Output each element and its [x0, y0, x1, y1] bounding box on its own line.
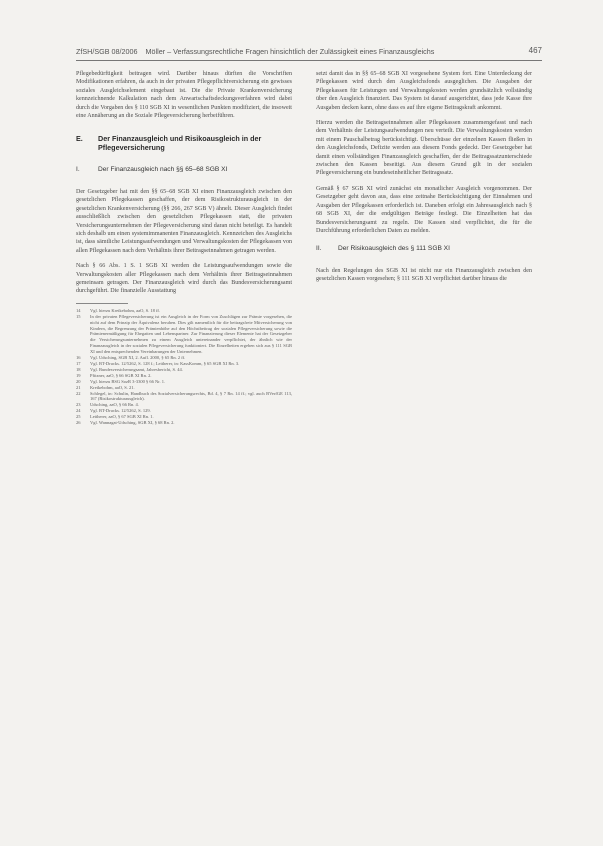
body-paragraph: setzt damit das in §§ 65–68 SGB XI vorgesehene System fort. Eine Unterdeckung der Pflegekassen wird durch den Ausgleichsfonds ausgeglichen. Die Ausgaben der Pflegekassen für Leistungen und Verwaltungskosten werden grundsätzlich vollständig über den Ausgleich finanziert. Das System ist darauf ausgerichtet, dass jede Kasse ihre Ausgaben decken kann, ohne dass es auf ihre eigene Beitragskraft ankommt. [316, 71, 532, 111]
intro-paragraph: Pflegebedürftigkeit beitragen wird. Darüber hinaus dürften die Vorschriften Modifikationen erfahren, da auch in der privaten Pflegepflichtversicherung ein gewisses soziales Ausgleichselement eingebaut ist. Die die Private Krankenversicherung kennzeichnende Kalkulation nach dem Anwartschaftsdeckungsverfahren wird dabei durch die Vorgaben des § 110 SGB XI in wesentlichen Punkten modifiziert, die insoweit eine Annäherung an die Soziale Pflegeversicherung herbeiführen. [76, 71, 292, 120]
footnote-text: Leitherer, aaO, § 67 SGB XI Rn. 1. [90, 414, 154, 420]
section-heading-ii [316, 245, 532, 254]
section-title: Der Risikoausgleich des § 111 SGB XI [338, 245, 450, 253]
section-number: E. [76, 134, 83, 144]
body-paragraph: Hierzu werden die Beitragseinnahmen aller Pflegekassen zusammengefasst und nach dem Verhältnis der Leistungsaufwendungen neu verteilt. Die Verwaltungskosten werden mit einem Pauschalbetrag berücksichtigt. Überschüsse der einzelnen Kassen fließen in den Ausgleichsfonds, Defizite werden aus diesem Fonds gedeckt. Der Gesetzgeber hat damit einen vollständigen Finanzausgleich geschaffen, der die Beitragssatzunterschiede zwischen den Kassen beseitigt. Aus diesem Grund gilt in der sozialen Pflegeversicherung ein bundeseinheitlicher Beitragssatz. [316, 120, 532, 177]
footnote-number: 26 [76, 420, 81, 426]
footnote-text: In der privaten Pflegeversicherung ist ein Ausgleich in der Form von Zuschlägen zur Prämie vorgesehen, die nicht auf dem Prinzip der Äquivalenz beruhen. Dies gilt namentlich für die beitragsfreie Mitversicherung von Kindern, die Begrenzung der Prämienhöhe auf den Höchstbeitrag der sozialen Pflegeversicherung sowie die Prämienermäßigung für Ehegatten und Lebenspartner. Zur Finanzierung dieser Elemente hat der Gesetzgeber die Versicherungsunternehmen zu einem Ausgleich untereinander verpflichtet, der ähnlich wie der Finanzausgleich in der sozialen Pflegeversicherung funktioniert. Die Einzelheiten ergeben sich aus § 111 SGB XI und den entsprechenden Vereinbarungen der Unternehmen. [90, 313, 292, 355]
footnote-text: Vgl. BT-Drucks. 12/5262, S. 128 f.; Leitherer, in: KassKomm, § 65 SGB XI Rn. 3. [90, 360, 240, 366]
section-heading-e [76, 134, 292, 152]
footnote-number: 18 [76, 366, 81, 372]
footnote-number: 21 [76, 384, 81, 390]
footnote-text: Vgl. hierzu BSG SozR 3-3300 § 66 Nr. 1. [90, 378, 166, 384]
footnote-text: Vgl. Wannagat-Udsching, SGB XI, § 68 Rn. 2. [90, 420, 175, 426]
subsection-number: I. [76, 166, 80, 174]
footnote-divider [76, 303, 128, 304]
footnote-text: Vgl. Bundesversicherungsamt, Jahresbericht, S. 44. [90, 366, 183, 372]
body-paragraph: Gemäß § 67 SGB XI wird zunächst ein monatlicher Ausgleich vorgenommen. Der Gesetzgeber geht davon aus, dass eine zeitnahe Berücksichtigung der Einnahmen und Ausgaben der Pflegekassen erforderlich ist. Daneben erfolgt ein Jahresausgleich nach § 68 SGB XI, der die endgültigen Beträge festlegt. Die Einzelheiten hat das Bundesversicherungsamt zu regeln. Die Kassen sind verpflichtet, die für die Durchführung erforderlichen Daten zu melden. [316, 185, 532, 234]
body-paragraph: Nach den Regelungen des SGB XI ist nicht nur ein Finanzausgleich zwischen den gesetzlichen Kassen vorgesehen; § 111 SGB XI verpflichtet darüber hinaus die [316, 267, 532, 283]
footnote-number: 22 [76, 390, 81, 396]
running-header [76, 46, 542, 61]
footnote-number: 15 [76, 313, 81, 319]
footnotes [76, 308, 292, 426]
footnote-text: Vgl. Udsching, SGB XI, 2. Aufl. 2000, § 65 Rn. 2 ff. [90, 355, 186, 361]
footnote-text: Schlegel, in: Schulin, Handbuch des Sozialversicherungsrechts, Bd. 4, § 7 Rn. 14 ff.; vgl. auch BVerfGE 113, 167 (Risikostrukturausgleich). [90, 390, 292, 402]
journal-reference: ZfSH/SGB 08/2006 [76, 47, 138, 56]
footnote-number: 19 [76, 372, 81, 378]
footnote-text: Vgl. BT-Drucks. 12/5262, S. 129. [90, 408, 151, 414]
footnote-number: 24 [76, 408, 81, 414]
footnote-number: 23 [76, 402, 81, 408]
footnote [76, 420, 292, 426]
footnote-number: 16 [76, 355, 81, 361]
footnote [76, 314, 292, 355]
section-title: Der Finanzausgleich und Risikoausgleich in der Pflegeversicherung [98, 134, 262, 153]
running-title: Möller – Verfassungsrechtliche Fragen hinsichtlich der Zulässigkeit eines Finanzausgleichs [145, 47, 435, 56]
footnote-text: Kreikebohm, aaO, S. 21. [90, 384, 135, 390]
page-number: 467 [528, 46, 542, 55]
header-left [76, 47, 434, 56]
footnote-number: 20 [76, 378, 81, 384]
footnote-number: 14 [76, 307, 81, 313]
subsection-heading-i [76, 166, 292, 175]
footnote-number: 17 [76, 360, 81, 366]
footnote-text: Vgl. hierzu Kreikebohm, aaO, S. 18 ff. [90, 307, 161, 313]
footnote [76, 391, 292, 403]
footnote-number: 25 [76, 414, 81, 420]
body-paragraph: Nach § 66 Abs. 1 S. 1 SGB XI werden die Leistungsaufwendungen sowie die Verwaltungskosten aller Pflegekassen nach dem Verhältnis ihrer Beitragseinnahmen gemeinsam getragen. Der Finanzausgleich wird durch das Bundesversicherungsamt durchgeführt. Die finanzielle Ausstattung [76, 263, 292, 295]
footnote-text: Udsching, aaO, § 66 Rn. 4. [90, 402, 139, 408]
left-column [76, 70, 292, 426]
right-column [316, 70, 532, 291]
footnote-text: Pfitzner, aaO, § 66 SGB XI Rn. 2. [90, 372, 152, 378]
body-paragraph: Der Gesetzgeber hat mit den §§ 65–68 SGB XI einen Finanzausgleich zwischen den gesetzlichen Pflegekassen geschaffen, der dem Risikostrukturausgleich in der gesetzlichen Krankenversicherung (§§ 266, 267 SGB V) ähnelt. Dieser Ausgleich findet ausschließlich zwischen den gesetzlichen Pflegekassen statt, die privaten Versicherungsunternehmen der Pflegeversicherung sind daran nicht beteiligt. Es handelt sich deshalb um einen systemimmanenten Finanzausgleich. Kennzeichen des Ausgleichs ist, dass sämtliche Leistungsaufwendungen und Verwaltungskosten der Pflegekassen von allen Pflegekassen nach dem Verhältnis ihrer Beitragseinnahmen getragen werden. [76, 188, 292, 254]
section-number: II. [316, 245, 322, 253]
subsection-title: Der Finanzausgleich nach §§ 65–68 SGB XI [98, 166, 228, 174]
